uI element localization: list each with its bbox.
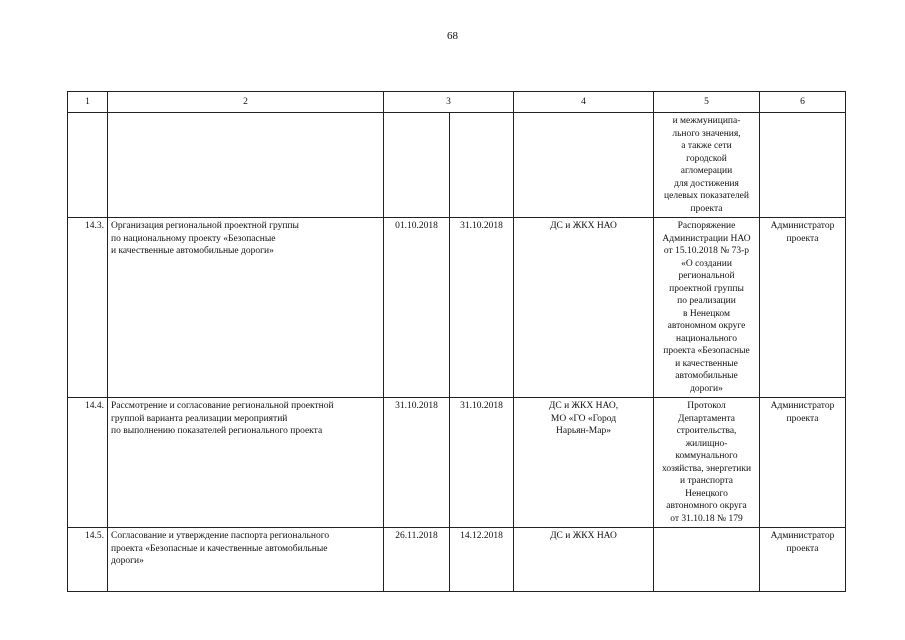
table-row	[68, 218, 846, 398]
text-line: по национальному проекту «Безопасные	[111, 233, 276, 244]
text-line: по реализации	[677, 296, 736, 306]
cell-start-date: 01.10.2018	[384, 218, 450, 398]
text-line: для достижения	[674, 178, 739, 189]
cell-basis	[654, 528, 760, 592]
text-line: Распоряжение	[677, 221, 736, 231]
cell-end-date: 14.12.2018	[450, 528, 514, 592]
text-line: Нарьян-Мар»	[556, 426, 611, 436]
cell-basis	[654, 113, 760, 218]
table-row	[68, 528, 846, 592]
text-line: ДС и ЖКХ НАО,	[548, 401, 619, 411]
cell-description	[108, 528, 384, 592]
text-line: и качественные	[675, 358, 738, 369]
cell-end-date	[450, 113, 514, 218]
text-line: региональной	[678, 271, 735, 281]
cell-description	[108, 113, 384, 218]
table-row-continuation	[68, 113, 846, 218]
text-line: МО «ГО «Город	[550, 413, 617, 424]
text-line: проекта	[786, 413, 819, 424]
text-line: Организация региональной проектной группы	[111, 221, 299, 231]
text-line: жилищно-	[685, 438, 728, 449]
cell-start-date: 31.10.2018	[384, 398, 450, 528]
text-line: ДС и ЖКХ НАО	[550, 531, 617, 541]
text-line: дороги»	[690, 383, 723, 394]
cell-basis	[654, 398, 760, 528]
cell-start-date: 26.11.2018	[384, 528, 450, 592]
text-line: и качественные автомобильные дороги»	[111, 246, 274, 256]
text-line: проекта	[690, 203, 723, 214]
text-line: Администратор	[770, 221, 835, 231]
cell-responsible	[514, 398, 654, 528]
text-line: и транспорта	[680, 476, 733, 486]
text-line: коммунального	[675, 451, 738, 461]
text-line: строительства,	[676, 426, 737, 436]
text-line: а также сети	[681, 141, 732, 151]
page-number: 68	[447, 30, 458, 42]
cell-role	[760, 113, 846, 218]
cell-number: 14.4.	[68, 398, 108, 528]
text-line: от 31.10.18 № 179	[670, 513, 743, 524]
cell-number: 14.5.	[68, 528, 108, 592]
text-line: хозяйства, энергетики	[661, 463, 752, 474]
cell-role	[760, 528, 846, 592]
text-line: в Ненецком	[682, 308, 731, 319]
text-line: автомобильные	[675, 371, 738, 381]
text-line: городской	[686, 153, 727, 164]
table-row	[68, 398, 846, 528]
cell-basis	[654, 218, 760, 398]
cell-end-date: 31.10.2018	[450, 218, 514, 398]
text-line: группой варианта реализации мероприятий	[111, 413, 288, 424]
cell-role	[760, 218, 846, 398]
text-line: от 15.10.2018 № 73-р	[663, 246, 750, 256]
text-line: проекта	[786, 233, 819, 244]
text-line: Администратор	[770, 401, 835, 411]
text-line: проектной группы	[669, 283, 744, 294]
text-line: автономном округе	[667, 321, 746, 331]
cell-end-date: 31.10.2018	[450, 398, 514, 528]
header-cell-1: 1	[68, 92, 108, 113]
text-line: Ненецкого	[685, 488, 728, 499]
text-line: проекта «Безопасные и качественные автомобильные	[111, 543, 328, 554]
cell-description	[108, 218, 384, 398]
activities-table	[67, 91, 846, 592]
text-line: и межмуниципа-	[672, 116, 741, 126]
cell-start-date	[384, 113, 450, 218]
text-line: национального	[676, 333, 737, 344]
text-line: агломерации	[680, 166, 733, 176]
text-line: «О создании	[681, 258, 732, 269]
cell-description	[108, 398, 384, 528]
text-line: по выполнению показателей регионального проекта	[111, 426, 323, 436]
text-line: Рассмотрение и согласование региональной проектной	[111, 401, 334, 411]
text-line: Согласование и утверждение паспорта регионального	[111, 531, 330, 541]
header-cell-2: 2	[108, 92, 384, 113]
header-cell-3: 3	[384, 92, 514, 113]
text-line: Администратор	[770, 531, 835, 541]
header-cell-4: 4	[514, 92, 654, 113]
text-line: проекта «Безопасные	[663, 346, 750, 356]
text-line: Администрации НАО	[662, 233, 751, 244]
text-line: проекта	[786, 543, 819, 554]
cell-responsible	[514, 218, 654, 398]
table-header-row	[68, 92, 846, 113]
cell-number: 14.3.	[68, 218, 108, 398]
cell-number	[68, 113, 108, 218]
text-line: ДС и ЖКХ НАО	[550, 221, 617, 231]
cell-responsible	[514, 113, 654, 218]
text-line: дороги»	[111, 556, 144, 566]
text-line: Департамента	[677, 413, 736, 424]
cell-role	[760, 398, 846, 528]
text-line: автономного округа	[666, 501, 747, 511]
text-line: льного значения,	[672, 128, 741, 139]
header-cell-5: 5	[654, 92, 760, 113]
text-line: целевых показателей	[664, 191, 749, 201]
text-line: Протокол	[687, 401, 726, 411]
cell-responsible	[514, 528, 654, 592]
header-cell-6: 6	[760, 92, 846, 113]
